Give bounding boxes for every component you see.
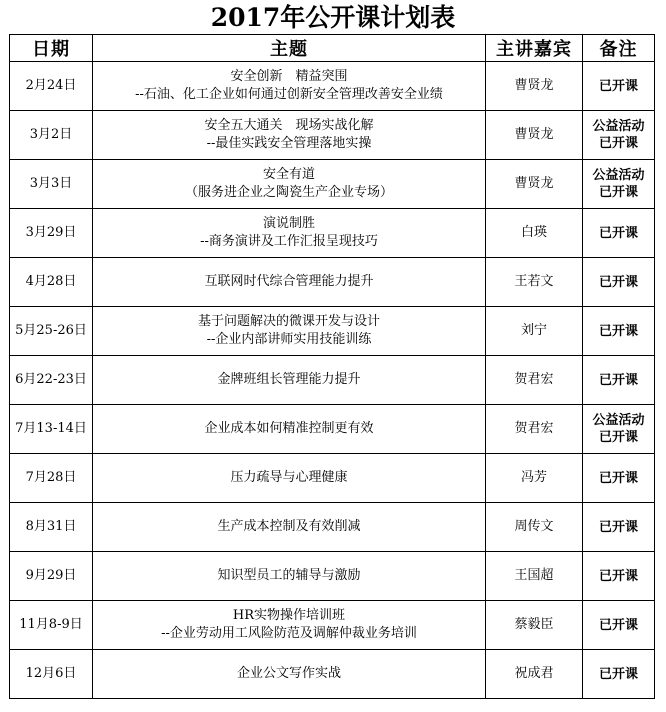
topic-cell: [93, 503, 486, 552]
topic-cell: [93, 356, 486, 405]
lecturer-cell: 冯芳: [486, 454, 583, 503]
status-badge: 已开课: [598, 323, 638, 339]
lecturer-cell: 祝成君: [486, 650, 583, 699]
topic-cell: [93, 307, 486, 356]
table-row: [10, 356, 655, 405]
date-cell: 7月28日: [10, 454, 93, 503]
status-badge: 已开课: [598, 136, 638, 151]
schedule-body: [10, 62, 655, 699]
note-cell: [583, 650, 655, 699]
table-row: [10, 160, 655, 209]
status-badge: 已开课: [598, 78, 638, 94]
status-badge: 公益活动: [592, 168, 645, 183]
topic-title: 演说制胜: [262, 216, 315, 231]
status-badge: 已开课: [598, 617, 638, 633]
topic-subtitle: --石油、化工企业如何通过创新安全管理改善安全业绩: [135, 87, 443, 102]
topic-title: 安全有道: [262, 167, 315, 182]
lecturer-cell: 曹贤龙: [486, 62, 583, 111]
topic-title: 知识型员工的辅导与激励: [217, 568, 361, 583]
topic-title: 生产成本控制及有效削减: [217, 519, 361, 534]
status-badge: 已开课: [598, 568, 638, 584]
table-row: [10, 307, 655, 356]
note-cell: [583, 62, 655, 111]
note-cell: [583, 454, 655, 503]
date-cell: 7月13-14日: [10, 405, 93, 454]
topic-title: 压力疏导与心理健康: [230, 470, 348, 485]
table-row: [10, 601, 655, 650]
topic-title: HR实物操作培训班: [232, 608, 346, 623]
lecturer-cell: 贺君宏: [486, 405, 583, 454]
date-cell: 12月6日: [10, 650, 93, 699]
topic-title: 金牌班组长管理能力提升: [217, 372, 361, 387]
table-row: [10, 62, 655, 111]
topic-cell: [93, 601, 486, 650]
lecturer-cell: 蔡毅臣: [486, 601, 583, 650]
lecturer-cell: 刘宁: [486, 307, 583, 356]
topic-cell: [93, 62, 486, 111]
table-row: [10, 209, 655, 258]
header-row: [10, 35, 655, 62]
status-badge: 公益活动: [592, 119, 645, 134]
topic-cell: [93, 258, 486, 307]
note-cell: [583, 258, 655, 307]
topic-title: 互联网时代综合管理能力提升: [204, 274, 374, 289]
topic-subtitle: --最佳实践安全管理落地实操: [206, 136, 372, 151]
status-badge: 已开课: [598, 666, 638, 682]
topic-cell: [93, 405, 486, 454]
topic-cell: [93, 160, 486, 209]
topic-subtitle: --企业劳动用工风险防范及调解仲裁业务培训: [161, 626, 417, 641]
date-cell: 11月8-9日: [10, 601, 93, 650]
lecturer-cell: 曹贤龙: [486, 160, 583, 209]
topic-cell: [93, 111, 486, 160]
column-header-date: 日期: [10, 35, 93, 62]
table-row: [10, 111, 655, 160]
column-header-note: 备注: [583, 35, 655, 62]
date-cell: 3月2日: [10, 111, 93, 160]
status-badge: 已开课: [598, 470, 638, 486]
topic-title: 企业成本如何精准控制更有效: [204, 421, 374, 436]
page-title: 2017年公开课计划表: [210, 3, 456, 32]
note-cell: [583, 552, 655, 601]
topic-cell: [93, 650, 486, 699]
date-cell: 2月24日: [10, 62, 93, 111]
topic-subtitle: --企业内部讲师实用技能训练: [206, 332, 372, 347]
lecturer-cell: 白瑛: [486, 209, 583, 258]
lecturer-cell: 曹贤龙: [486, 111, 583, 160]
note-cell: [583, 405, 655, 454]
date-cell: 8月31日: [10, 503, 93, 552]
status-badge: 已开课: [598, 225, 638, 241]
note-cell: [583, 160, 655, 209]
status-badge: 已开课: [598, 185, 638, 200]
lecturer-cell: 贺君宏: [486, 356, 583, 405]
schedule-table: [9, 34, 655, 699]
topic-title: 安全创新 精益突围: [230, 69, 348, 84]
note-cell: [583, 503, 655, 552]
status-badge: 已开课: [598, 274, 638, 290]
note-cell: [583, 601, 655, 650]
topic-title: 企业公文写作实战: [236, 666, 341, 681]
status-badge: 公益活动: [592, 413, 645, 428]
table-row: [10, 405, 655, 454]
column-header-topic: 主题: [93, 35, 486, 62]
date-cell: 3月29日: [10, 209, 93, 258]
lecturer-cell: 王若文: [486, 258, 583, 307]
note-cell: [583, 307, 655, 356]
topic-subtitle: （服务进企业之陶瓷生产企业专场）: [184, 185, 393, 200]
date-cell: 5月25-26日: [10, 307, 93, 356]
table-row: [10, 503, 655, 552]
column-header-lecturer: 主讲嘉宾: [486, 35, 583, 62]
date-cell: 3月3日: [10, 160, 93, 209]
status-badge: 已开课: [598, 519, 638, 535]
topic-title: 安全五大通关 现场实战化解: [204, 118, 374, 133]
status-badge: 已开课: [598, 372, 638, 388]
note-cell: [583, 111, 655, 160]
topic-title: 基于问题解决的微课开发与设计: [197, 314, 380, 329]
lecturer-cell: 周传文: [486, 503, 583, 552]
note-cell: [583, 356, 655, 405]
date-cell: 6月22-23日: [10, 356, 93, 405]
table-row: [10, 454, 655, 503]
topic-cell: [93, 209, 486, 258]
topic-cell: [93, 454, 486, 503]
table-row: [10, 650, 655, 699]
table-row: [10, 552, 655, 601]
table-row: [10, 258, 655, 307]
lecturer-cell: 王国超: [486, 552, 583, 601]
topic-subtitle: --商务演讲及工作汇报呈现技巧: [200, 234, 378, 249]
date-cell: 9月29日: [10, 552, 93, 601]
date-cell: 4月28日: [10, 258, 93, 307]
topic-cell: [93, 552, 486, 601]
note-cell: [583, 209, 655, 258]
status-badge: 已开课: [598, 430, 638, 445]
